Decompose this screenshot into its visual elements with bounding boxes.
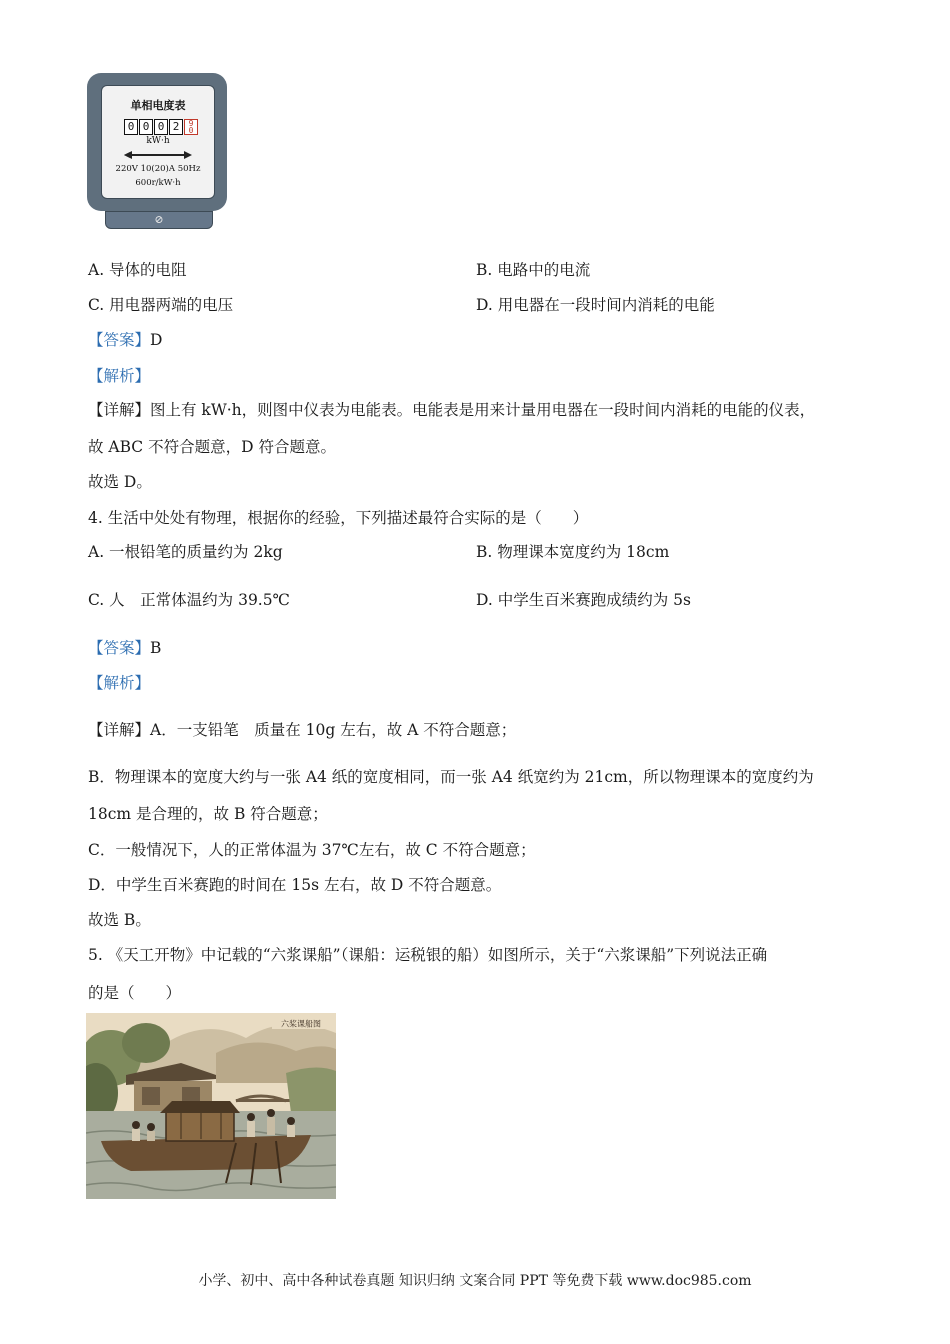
q4-detail-b2: 18cm 是合理的，故 B 符合题意； [88, 805, 328, 823]
q3-answer [88, 329, 162, 351]
q4-option-d: D. 中学生百米赛跑成绩约为 5s [476, 591, 691, 609]
q4-stem: 4. 生活中处处有物理，根据你的经验，下列描述最符合实际的是（ ） [88, 509, 589, 527]
q5-stem-line2: 的是（ ） [88, 984, 182, 1002]
terminal-symbol-icon: ⊘ [154, 213, 164, 226]
answer-tag: 【答案】 [88, 331, 151, 349]
q3-option-b: B. 电路中的电流 [476, 261, 591, 279]
q3-option-d: D. 用电器在一段时间内消耗的电能 [476, 296, 715, 314]
q4-conclusion: 故选 B。 [88, 911, 151, 929]
q4-detail-b1: B．物理课本的宽度大约与一张 A4 纸的宽度相同，而一张 A4 纸宽约为 21cm，所以物理课本的宽度约为 [88, 768, 814, 786]
answer-value: D [150, 331, 163, 349]
answer-value: B [150, 639, 162, 657]
meter-unit: kW·h [146, 136, 170, 146]
q4-analysis-tag: 【解析】 [88, 674, 151, 692]
painting-caption: 六桨课船图 [281, 1019, 321, 1029]
q4-option-a: A. 一根铅笔的质量约为 2kg [88, 543, 283, 561]
q4-detail-d: D．中学生百米赛跑的时间在 15s 左右，故 D 不符合题意。 [88, 876, 502, 894]
electric-meter-figure [87, 73, 229, 229]
q4-detail-c: C．一般情况下，人的正常体温为 37℃左右，故 C 不符合题意； [88, 841, 536, 859]
q3-analysis-tag: 【解析】 [88, 367, 151, 385]
meter-digit: 2 [169, 119, 183, 135]
q5-stem-line1: 5. 《天工开物》中记载的“六浆课船”（课船：运税银的船）如图所示，关于“六浆课船”下列说法正确 [88, 946, 768, 964]
meter-spec-voltage: 220V 10(20)A 50Hz [115, 164, 201, 174]
q4-option-c: C. 人 正常体温约为 39.5℃ [88, 591, 290, 609]
meter-digits [124, 119, 199, 135]
answer-tag: 【答案】 [88, 639, 151, 657]
meter-terminal-box [105, 211, 213, 229]
q3-conclusion: 故选 D。 [88, 473, 152, 491]
meter-title: 单相电度表 [130, 99, 186, 112]
meter-face [101, 85, 215, 199]
q3-detail-line2: 故 ABC 不符合题意，D 符合题意。 [88, 438, 336, 456]
meter-body [87, 73, 227, 211]
q4-detail-a: 【详解】A．一支铅笔 质量在 10g 左右，故 A 不符合题意； [88, 721, 517, 739]
meter-digit: 0 [139, 119, 153, 135]
q3-option-a: A. 导体的电阻 [88, 261, 187, 279]
six-oar-tax-boat-painting [86, 1013, 336, 1199]
rotation-arrow-icon [122, 150, 194, 160]
meter-digit: 0 [124, 119, 138, 135]
q3-option-c: C. 用电器两端的电压 [88, 296, 234, 314]
meter-digit: 0 [154, 119, 168, 135]
q4-option-b: B. 物理课本宽度约为 18cm [476, 543, 670, 561]
q3-detail-line1: 【详解】图上有 kW·h，则图中仪表为电能表。电能表是用来计量用电器在一段时间内消耗的电能的仪表， [88, 401, 816, 419]
page-footer: 小学、初中、高中各种试卷真题 知识归纳 文案合同 PPT 等免费下载 www.doc985.com [198, 1273, 752, 1289]
q4-answer [88, 637, 161, 659]
meter-decimal-digit: 9 0 [184, 119, 198, 135]
meter-spec-revolutions: 600r/kW·h [135, 178, 181, 188]
